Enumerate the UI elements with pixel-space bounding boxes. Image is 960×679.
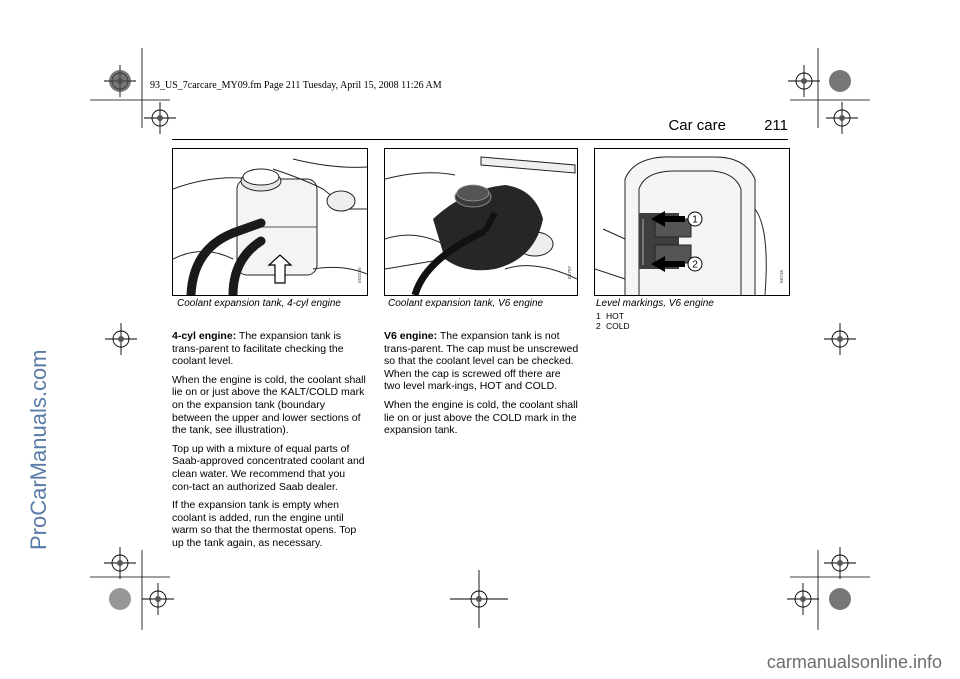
illustration-level-markings	[595, 149, 789, 295]
figure-4cyl-tank	[172, 148, 368, 296]
paragraph: When the engine is cold, the coolant shall lie on or just above the KALT/COLD mark on the expansion tank (boundary between the upper and lower sections of the tank, see illustration).	[172, 373, 366, 437]
illustration-v6	[385, 149, 577, 295]
legend-item: 2 COLD	[596, 321, 630, 331]
caption-4cyl: Coolant expansion tank, 4-cyl engine	[177, 298, 341, 309]
figure-code: E8707	[567, 265, 572, 279]
paragraph: 4-cyl engine: The expansion tank is trans-parent to facilitate checking the coolant level.	[172, 330, 344, 368]
caption-v6: Coolant expansion tank, V6 engine	[388, 298, 544, 309]
watermark-procarmanuals: ProCarManuals.com	[26, 349, 51, 550]
figure-level-markings	[594, 148, 790, 296]
figure-v6-tank	[384, 148, 578, 296]
legend	[596, 311, 630, 331]
footer-site: carmanualsonline.info	[766, 652, 942, 672]
paragraph: V6 engine: The expansion tank is not trans-parent. The cap must be unscrewed so that the coolant level can be checked. When the cap is screwed off there are two level mark-ings, HOT and COLD.	[384, 330, 579, 393]
paragraph: Top up with a mixture of equal parts of Saab-approved concentrated coolant and clean water. We recommend that you con-tact an authorized Saab dealer.	[172, 442, 365, 493]
file-stamp: 93_US_7carcare_MY09.fm Page 211 Tuesday, April 15, 2008 11:26 AM	[150, 80, 442, 91]
column-v6	[384, 330, 579, 443]
section-title: Car care	[668, 117, 726, 134]
column-4cyl	[172, 330, 367, 556]
callout-2: 2	[692, 259, 698, 271]
header-rule	[172, 139, 788, 140]
paragraph: If the expansion tank is empty when coolant is added, run the engine until warm so that the thermostat opens. Top up the tank again, as necessary.	[172, 499, 357, 549]
figure-code: E02230	[357, 267, 362, 283]
illustration-4cyl	[173, 149, 367, 295]
paragraph: When the engine is cold, the coolant shall lie on or just above the COLD mark in the expansion tank.	[384, 398, 578, 437]
legend-item: 1 HOT	[596, 311, 624, 321]
figure-code: E8746	[779, 269, 784, 283]
caption-level-markings: Level markings, V6 engine	[596, 298, 714, 309]
callout-1: 1	[692, 214, 698, 226]
page-number: 211	[764, 117, 788, 134]
